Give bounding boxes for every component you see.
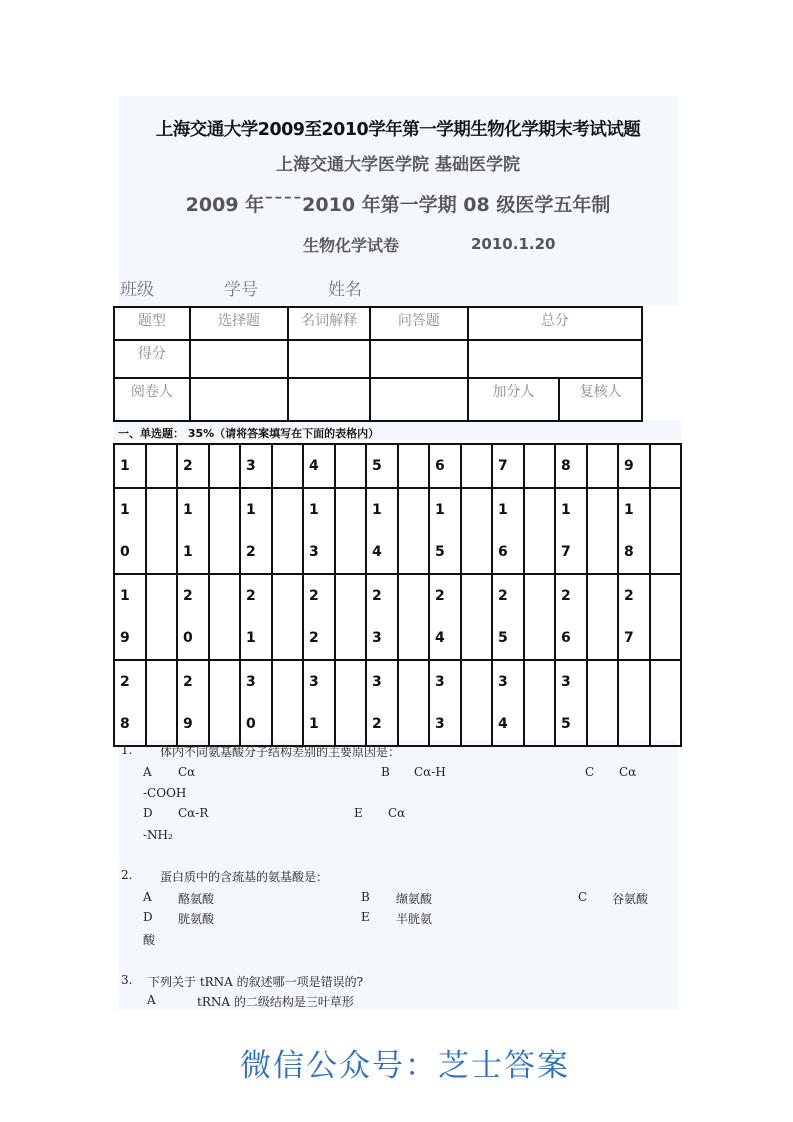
question-number: 8	[561, 458, 571, 474]
question-number: 33	[435, 674, 445, 732]
question-number: 11	[183, 502, 193, 560]
question-number-cell	[492, 488, 524, 574]
option-text: 酪氨酸	[178, 892, 215, 906]
score-header: 题型	[114, 307, 190, 340]
score-table	[113, 306, 643, 422]
question-number: 13	[309, 502, 319, 560]
question-number: 2	[183, 458, 193, 474]
answer-cell[interactable]	[587, 574, 619, 660]
answer-cell[interactable]	[335, 488, 367, 574]
question-text: 下列关于 tRNA 的叙述哪一项是错误的?	[148, 975, 364, 989]
student-id-label: 学号	[224, 280, 258, 300]
option-letter: E	[361, 910, 370, 924]
name-label: 姓名	[328, 280, 362, 300]
answer-cell[interactable]	[524, 574, 556, 660]
answer-grid-row	[114, 574, 681, 660]
question-number-cell	[555, 574, 587, 660]
score-cell[interactable]	[288, 378, 370, 421]
question-number: 3.	[121, 973, 133, 987]
question-number-cell	[492, 660, 524, 746]
question-number-cell	[555, 488, 587, 574]
question-number-cell	[366, 488, 398, 574]
answer-cell[interactable]	[398, 574, 430, 660]
question-number-cell	[618, 444, 650, 488]
question-number-cell	[429, 660, 461, 746]
question-number-cell	[618, 660, 650, 746]
question-number: 18	[624, 502, 634, 560]
answer-grid	[113, 443, 682, 747]
question-number: 30	[246, 674, 256, 732]
option-letter: B	[381, 765, 390, 779]
question-number: 32	[372, 674, 382, 732]
answer-grid-row	[114, 444, 681, 488]
score-header: 总分	[468, 307, 642, 340]
score-cell[interactable]	[370, 340, 468, 378]
question-number: 28	[120, 674, 130, 732]
question-number-cell	[366, 660, 398, 746]
question-number-cell	[177, 444, 209, 488]
class-label: 班级	[120, 280, 154, 300]
option-text: Cα	[388, 806, 406, 820]
question-number-cell	[429, 444, 461, 488]
answer-cell[interactable]	[524, 660, 556, 746]
answer-cell[interactable]	[398, 444, 430, 488]
question-number-cell	[555, 660, 587, 746]
option-text: 缬氨酸	[396, 892, 433, 906]
question-number: 20	[183, 588, 193, 646]
question-number-cell	[429, 574, 461, 660]
option-text: Cα	[619, 765, 637, 779]
question-number: 4	[309, 458, 319, 474]
question-number-cell	[114, 444, 146, 488]
option-letter: A	[147, 993, 156, 1007]
watermark: 微信公众号：芝士答案	[240, 1048, 570, 1084]
score-header: 问答题	[370, 307, 468, 340]
question-number: 9	[624, 458, 634, 474]
score-header: 选择题	[190, 307, 289, 340]
question-number: 29	[183, 674, 193, 732]
option-text: -NH₂	[143, 828, 173, 842]
question-number: 5	[372, 458, 382, 474]
question-number-cell	[555, 444, 587, 488]
question-number-cell	[303, 660, 335, 746]
answer-cell[interactable]	[335, 574, 367, 660]
question-number-cell	[240, 574, 272, 660]
grader-label: 阅卷人	[114, 378, 190, 421]
question-number-cell	[114, 574, 146, 660]
answer-cell[interactable]	[587, 444, 619, 488]
answer-cell[interactable]	[650, 444, 682, 488]
answer-cell[interactable]	[461, 444, 493, 488]
paper-name: 生物化学试卷	[303, 236, 400, 255]
exam-date: 2010.1.20	[471, 235, 556, 253]
option-text: Cα	[178, 765, 196, 779]
answer-cell[interactable]	[587, 488, 619, 574]
question-number: 6	[435, 458, 445, 474]
answer-cell[interactable]	[272, 488, 304, 574]
option-text: Cα-H	[414, 765, 446, 779]
option-letter: E	[354, 806, 363, 820]
question-number: 23	[372, 588, 382, 646]
question-number: 3	[246, 458, 256, 474]
question-text: 蛋白质中的含巯基的氨基酸是：	[160, 870, 329, 884]
answer-cell[interactable]	[146, 574, 178, 660]
answer-cell[interactable]	[209, 444, 241, 488]
answer-cell[interactable]	[461, 660, 493, 746]
answer-cell[interactable]	[272, 660, 304, 746]
question-number-cell	[492, 574, 524, 660]
option-text: -COOH	[143, 786, 187, 800]
question-number-cell	[177, 488, 209, 574]
question-number: 14	[372, 502, 382, 560]
adder-label: 加分人	[468, 378, 560, 421]
score-cell[interactable]	[190, 378, 289, 421]
option-text: Cα-R	[178, 806, 209, 820]
question-number-cell	[366, 444, 398, 488]
option-letter: A	[143, 765, 152, 779]
question-number: 31	[309, 674, 319, 732]
answer-cell[interactable]	[272, 444, 304, 488]
exam-title: 上海交通大学2009至2010学年第一学期生物化学期末考试试题	[155, 120, 641, 140]
question-number-cell	[618, 488, 650, 574]
question-number: 1.	[121, 743, 133, 757]
score-cell[interactable]	[468, 340, 642, 378]
answer-grid-row	[114, 488, 681, 574]
term-line: 2009 年¯¯¯¯2010 年第一学期 08 级医学五年制	[185, 194, 611, 216]
answer-cell[interactable]	[524, 488, 556, 574]
question-number: 24	[435, 588, 445, 646]
question-number: 12	[246, 502, 256, 560]
option-letter: D	[143, 806, 153, 820]
question-number-cell	[618, 574, 650, 660]
question-number-cell	[177, 660, 209, 746]
option-letter: D	[143, 910, 153, 924]
question-number: 7	[498, 458, 508, 474]
question-number-cell	[240, 660, 272, 746]
answer-cell[interactable]	[461, 488, 493, 574]
question-number: 27	[624, 588, 634, 646]
answer-cell[interactable]	[650, 660, 682, 746]
answer-cell[interactable]	[146, 660, 178, 746]
option-text: 半胱氨	[396, 912, 433, 926]
section-heading: 一、单选题： 35%（请将答案填写在下面的表格内）	[118, 427, 380, 440]
answer-cell[interactable]	[398, 488, 430, 574]
question-number: 2.	[121, 868, 133, 882]
question-number: 22	[309, 588, 319, 646]
option-letter: A	[143, 890, 152, 904]
option-text: 谷氨酸	[612, 892, 649, 906]
answer-cell[interactable]	[650, 574, 682, 660]
question-number: 35	[561, 674, 571, 732]
answer-cell[interactable]	[461, 574, 493, 660]
question-number-cell	[303, 444, 335, 488]
answer-cell[interactable]	[335, 444, 367, 488]
question-number: 10	[120, 502, 130, 560]
question-number: 15	[435, 502, 445, 560]
reviewer-label: 复核人	[559, 378, 642, 421]
school-name: 上海交通大学医学院 基础医学院	[276, 155, 520, 175]
answer-cell[interactable]	[146, 444, 178, 488]
option-text: 酸	[143, 933, 156, 947]
score-cell[interactable]	[190, 340, 289, 378]
question-number-cell	[303, 574, 335, 660]
option-letter: C	[585, 765, 595, 779]
option-text: 胱氨酸	[178, 912, 215, 926]
answer-cell[interactable]	[209, 660, 241, 746]
question-number: 16	[498, 502, 508, 560]
question-number: 1	[120, 458, 130, 474]
answer-cell[interactable]	[650, 488, 682, 574]
score-cell[interactable]	[370, 378, 468, 421]
answer-cell[interactable]	[398, 660, 430, 746]
question-number-cell	[492, 444, 524, 488]
answer-cell[interactable]	[272, 574, 304, 660]
answer-cell[interactable]	[335, 660, 367, 746]
question-number-cell	[366, 574, 398, 660]
answer-cell[interactable]	[524, 444, 556, 488]
question-number-cell	[240, 488, 272, 574]
question-text: 体内不同氨基酸分子结构差别的主要原因是：	[160, 745, 401, 759]
score-header: 名词解释	[288, 307, 370, 340]
option-text: tRNA 的二级结构是三叶草形	[197, 995, 354, 1009]
option-letter: B	[361, 890, 370, 904]
question-number-cell	[240, 444, 272, 488]
answer-cell[interactable]	[209, 488, 241, 574]
question-number-cell	[429, 488, 461, 574]
question-number-cell	[303, 488, 335, 574]
question-number: 21	[246, 588, 256, 646]
question-number-cell	[114, 660, 146, 746]
score-cell[interactable]	[288, 340, 370, 378]
question-number-cell	[177, 574, 209, 660]
answer-cell[interactable]	[587, 660, 619, 746]
answer-cell[interactable]	[209, 574, 241, 660]
answer-grid-row	[114, 660, 681, 746]
question-number: 19	[120, 588, 130, 646]
question-number: 34	[498, 674, 508, 732]
option-letter: C	[578, 890, 588, 904]
question-number: 26	[561, 588, 571, 646]
question-number: 17	[561, 502, 571, 560]
question-number-cell	[114, 488, 146, 574]
score-row-label: 得分	[114, 340, 190, 378]
question-number: 25	[498, 588, 508, 646]
answer-cell[interactable]	[146, 488, 178, 574]
